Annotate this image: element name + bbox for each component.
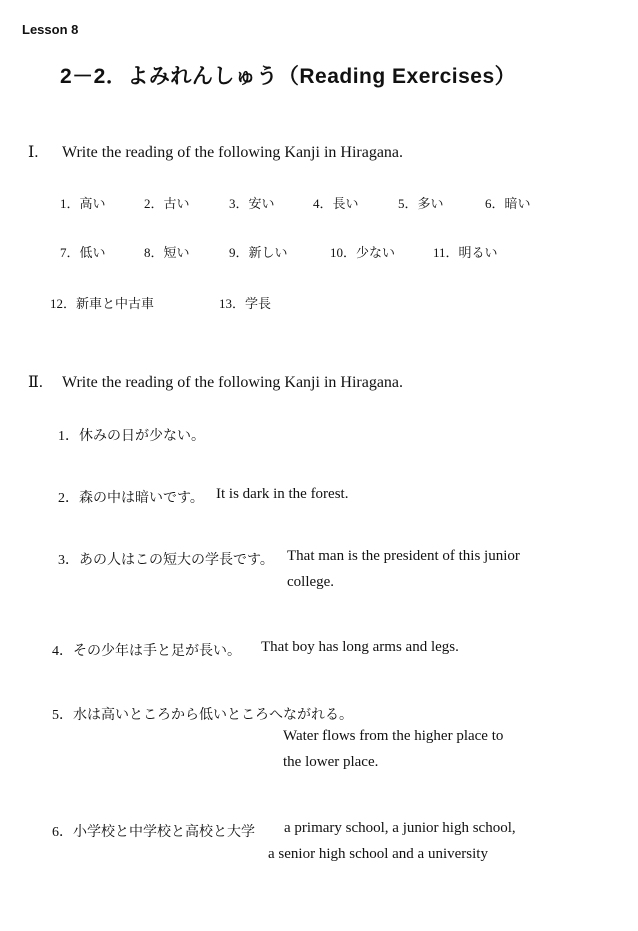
sentence-2-en: It is dark in the forest. [216, 486, 349, 502]
kanji-item-3: 3．安い [229, 196, 275, 211]
kanji-item-13: 13．学長 [219, 296, 272, 311]
sentence-6-jp: 6．小学校と中学校と高校と大学 [52, 825, 255, 840]
sentence-1-jp: 1．休みの日が少ない。 [58, 429, 205, 444]
sentence-5-en-cont: the lower place. [283, 754, 379, 770]
sentence-3-jp: 3．あの人はこの短大の学長です。 [58, 553, 274, 568]
kanji-item-4: 4．長い [313, 196, 359, 211]
section-1-heading [28, 142, 403, 162]
section-2-heading [28, 372, 403, 392]
sentence-3-en: That man is the president of this junior [287, 548, 520, 564]
section-2-instruction: Write the reading of the following Kanji in Hiragana. [62, 374, 404, 391]
kanji-item-8: 8．短い [144, 245, 190, 260]
kanji-item-10: 10．少ない [330, 245, 396, 260]
sentence-5-en: Water flows from the higher place to [283, 728, 504, 744]
sentence-6-en: a primary school, a junior high school, [284, 820, 516, 836]
kanji-item-6: 6．暗い [485, 196, 531, 211]
kanji-item-2: 2．古い [144, 196, 190, 211]
kanji-item-11: 11．明るい [433, 245, 498, 260]
kanji-item-9: 9．新しい [229, 245, 288, 260]
kanji-item-5: 5．多い [398, 196, 444, 211]
sentence-2-jp: 2．森の中は暗いです。 [58, 491, 204, 506]
sentence-5-jp: 5．水は高いところから低いところへながれる。 [52, 708, 353, 723]
page-title: 2－2．よみれんしゅう（Reading Exercises） [60, 65, 517, 88]
kanji-item-7: 7．低い [60, 245, 106, 260]
sentence-4-jp: 4．その少年は手と足が長い。 [52, 644, 241, 659]
section-2-numeral: Ⅱ. [28, 374, 43, 391]
sentence-6-en-cont: a senior high school and a university [268, 846, 488, 862]
section-1-instruction: Write the reading of the following Kanji in Hiragana. [62, 144, 404, 161]
section-1-numeral: Ⅰ. [28, 144, 39, 161]
kanji-item-1: 1．高い [60, 196, 106, 211]
lesson-label: Lesson 8 [22, 22, 79, 37]
sentence-3-en-cont: college. [287, 574, 335, 590]
sentence-4-en: That boy has long arms and legs. [261, 639, 459, 655]
kanji-item-12: 12．新車と中古車 [50, 296, 155, 311]
